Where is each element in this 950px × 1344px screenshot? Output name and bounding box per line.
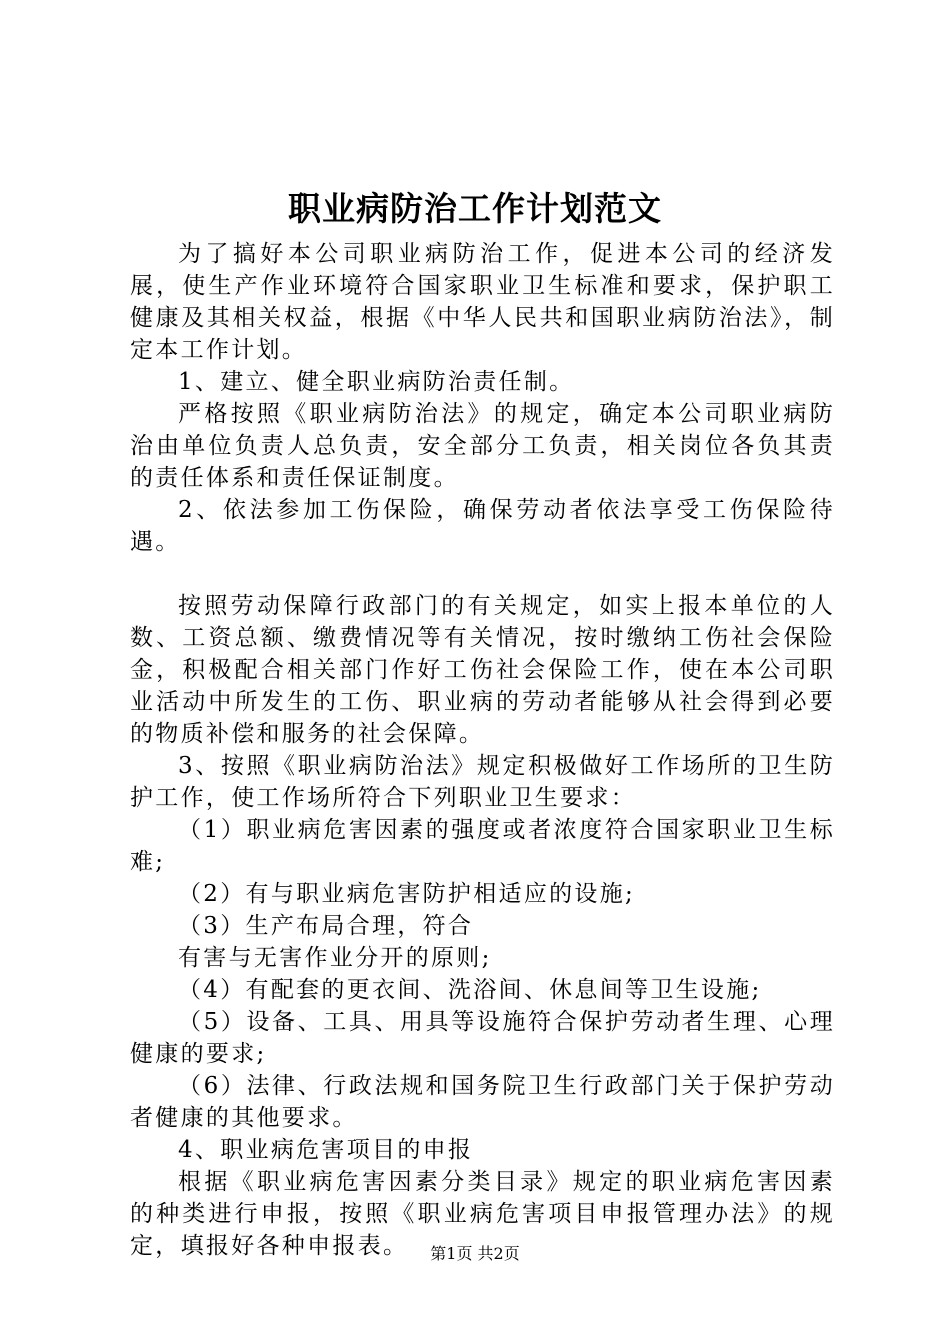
paragraph-section-2: 按照劳动保障行政部门的有关规定，如实上报本单位的人数、工资总额、缴费情况等有关情况，按时缴纳工伤社会保险金，积极配合相关部门作好工伤社会保险工作，使在本公司职业活动中所发生的工伤、职业病的劳动者能够从社会得到必要的物质补偿和服务的社会保障。 <box>130 593 835 747</box>
paragraph-intro: 为了搞好本公司职业病防治工作，促进本公司的经济发展，使生产作业环境符合国家职业卫生标准和要求，保护职工健康及其相关权益，根据《中华人民共和国职业病防治法》，制定本工作计划。 <box>130 241 835 363</box>
list-item-6: （6）法律、行政法规和国务院卫生行政部门关于保护劳动者健康的其他要求。 <box>130 1073 835 1131</box>
section-heading-2: 2、依法参加工伤保险，确保劳动者依法享受工伤保险待遇。 <box>130 497 835 555</box>
paragraph-section-4: 根据《职业病危害因素分类目录》规定的职业病危害因素的种类进行申报，按照《职业病危害项目申报管理办法》的规定，填报好各种申报表。 <box>130 1169 835 1259</box>
list-item-4: （4）有配套的更衣间、洗浴间、休息间等卫生设施; <box>178 977 762 1003</box>
blank-line <box>130 558 835 590</box>
list-item-1: （1）职业病危害因素的强度或者浓度符合国家职业卫生标难; <box>130 817 835 875</box>
document-title: 职业病防治工作计划范文 <box>288 189 662 228</box>
list-item-3: （3）生产布局合理，符合 <box>178 913 474 939</box>
section-heading-1: 1、建立、健全职业病防治责任制。 <box>178 369 575 395</box>
paragraph-section-1: 严格按照《职业病防治法》的规定，确定本公司职业病防治由单位负责人总负责，安全部分工负责，相关岗位各负其责的责任体系和责任保证制度。 <box>130 401 835 491</box>
section-heading-4: 4、职业病危害项目的申报 <box>178 1137 474 1163</box>
page-footer: 第1页 共2页 <box>430 1244 520 1263</box>
section-heading-3: 3、按照《职业病防治法》规定积极做好工作场所的卫生防护工作，使工作场所符合下列职业卫生要求： <box>130 753 835 811</box>
list-item-5: （5）设备、工具、用具等设施符合保护劳动者生理、心理健康的要求; <box>130 1009 835 1067</box>
list-item-2: （2）有与职业病危害防护相适应的设施; <box>178 881 636 907</box>
document-body <box>130 238 835 1262</box>
list-item-3-continued: 有害与无害作业分开的原则; <box>178 945 492 971</box>
